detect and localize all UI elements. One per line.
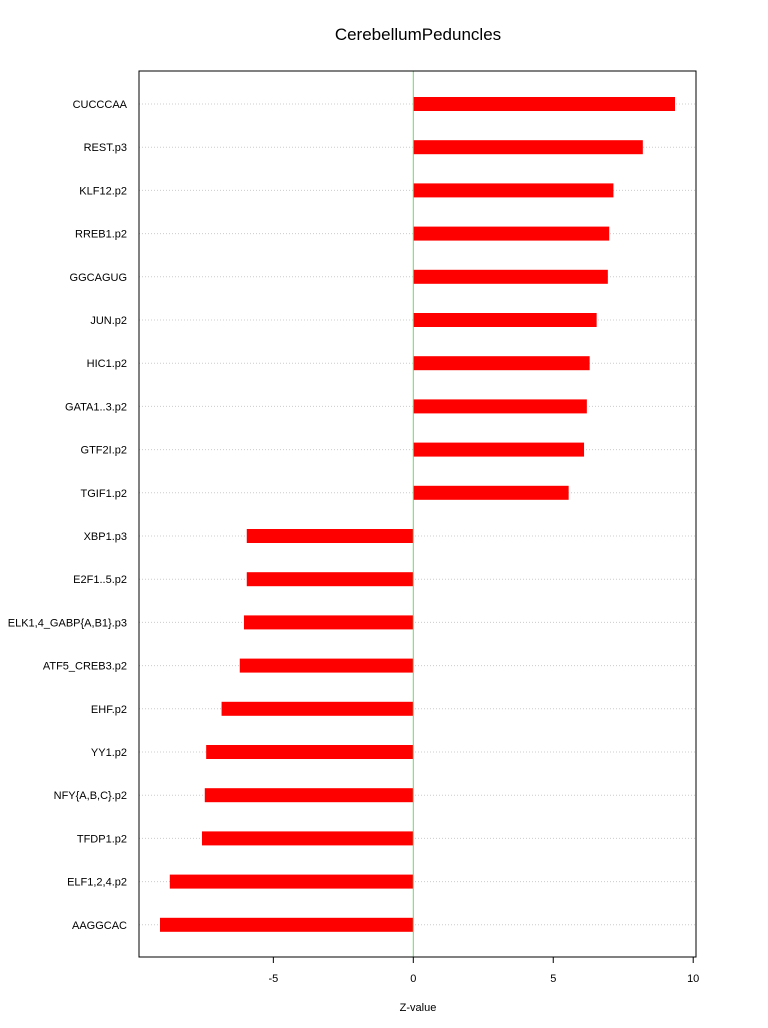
bar — [413, 443, 584, 457]
y-tick-label: AAGGCAC — [71, 919, 127, 932]
y-tick-label: YY1.p2 — [90, 747, 127, 759]
y-tick-labels — [8, 99, 128, 932]
plot-frame — [139, 71, 696, 957]
y-tick-label: KLF12.p2 — [79, 185, 127, 198]
bar — [413, 183, 613, 197]
y-tick-label: REST.p3 — [83, 142, 127, 155]
bar — [413, 270, 608, 284]
bar — [413, 227, 609, 241]
y-tick-label: HIC1.p2 — [86, 358, 127, 371]
y-tick-label: ELF1,2,4.p2 — [67, 876, 127, 889]
y-tick-label: E2F1..5.p2 — [73, 574, 127, 587]
y-tick-label: NFY{A,B,C}.p2 — [53, 790, 127, 803]
bar — [247, 572, 414, 586]
y-tick-label: GTF2I.p2 — [80, 444, 127, 457]
y-tick-label: GATA1..3.p2 — [65, 401, 127, 414]
bars — [160, 97, 675, 932]
bar — [170, 875, 414, 889]
y-tick-label: ELK1,4_GABP{A,B1}.p3 — [7, 617, 127, 630]
bar — [413, 97, 675, 111]
chart-title: CerebellumPeduncles — [334, 25, 502, 44]
y-tick-label: ATF5_CREB3.p2 — [42, 660, 127, 673]
y-tick-label: CUCCCAA — [72, 99, 127, 111]
bar — [222, 702, 414, 716]
bar — [413, 140, 643, 154]
bar — [413, 399, 587, 413]
y-tick-label: XBP1.p3 — [83, 531, 127, 543]
y-tick-label: RREB1.p2 — [75, 228, 127, 241]
y-tick-label: JUN.p2 — [90, 315, 127, 327]
bar — [413, 313, 596, 327]
bar — [205, 788, 414, 802]
y-tick-label: TFDP1.p2 — [76, 833, 127, 846]
x-axis-label: Z-value — [399, 1002, 437, 1014]
bar — [413, 356, 589, 370]
y-tick-label: GGCAGUG — [69, 271, 127, 284]
bar — [413, 486, 568, 500]
bar — [247, 529, 414, 543]
bar — [206, 745, 413, 759]
y-tick-label: EHF.p2 — [90, 703, 127, 716]
bar — [244, 615, 413, 629]
y-tick-label: TGIF1.p2 — [80, 487, 127, 500]
x-tick-label: 0 — [410, 973, 417, 985]
bar — [160, 918, 413, 932]
x-tick-label: 10 — [687, 973, 700, 985]
x-tick-label: 5 — [550, 973, 557, 985]
bar — [240, 659, 414, 673]
x-axis — [268, 957, 699, 985]
bar — [202, 831, 413, 845]
x-tick-label: -5 — [268, 973, 279, 985]
